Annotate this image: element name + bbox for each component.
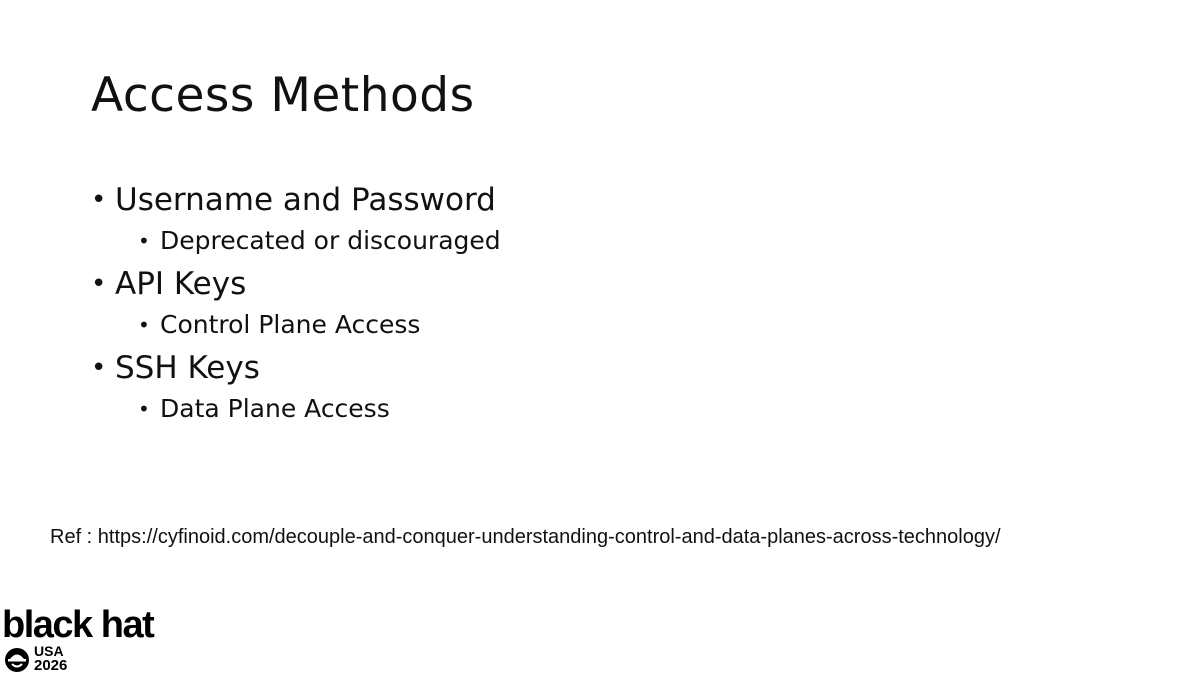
slide-title: Access Methods (91, 68, 475, 123)
black-hat-logo (2, 605, 222, 675)
bullet-text: Username and Password (115, 182, 496, 218)
sub-bullet-list (91, 222, 501, 260)
sub-bullet-list (91, 390, 501, 428)
bullet-text: SSH Keys (115, 350, 260, 386)
logo-region: USA (34, 643, 64, 659)
logo-year: 2026 (34, 657, 68, 674)
spy-hat-icon (4, 647, 30, 673)
sub-bullet-item: • Control Plane Access (91, 306, 501, 344)
sub-bullet-list (91, 306, 501, 344)
bullet-list (91, 178, 501, 430)
bullet-item (91, 178, 501, 222)
bullet-item (91, 346, 501, 390)
sub-bullet-item: • Data Plane Access (91, 390, 501, 428)
sub-bullet-item: • Deprecated or discouraged (91, 222, 501, 260)
bullet-text: API Keys (115, 266, 247, 302)
bullet-item (91, 262, 501, 306)
logo-wordmark: black hat (2, 604, 154, 646)
reference-link-text: Ref : https://cyfinoid.com/decouple-and-conquer-understanding-control-and-data-planes-across-technology/ (50, 526, 1001, 548)
